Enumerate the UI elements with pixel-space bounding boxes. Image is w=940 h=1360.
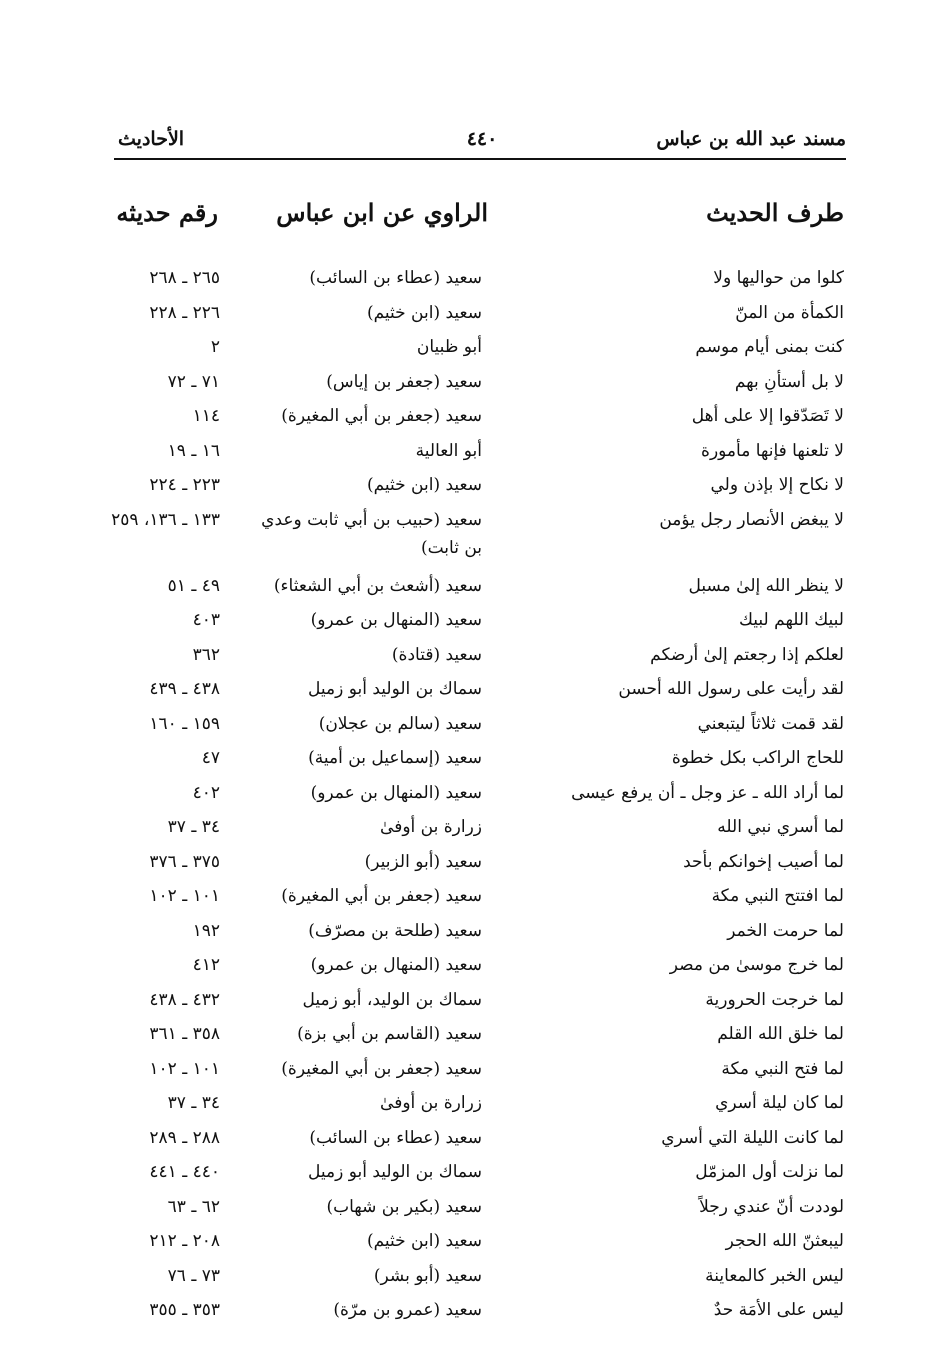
narrator-name: سعيد (أبو الزبير) (364, 851, 482, 872)
table-row (0, 1256, 940, 1291)
narrator-name: سماك بن الوليد، أبو زميل (302, 989, 482, 1010)
hadith-opening: لما كانت الليلة التي أسري (661, 1127, 844, 1148)
hadith-number: ٣٤ ـ ٣٧ (167, 817, 220, 837)
hadith-number: ١٠١ ـ ١٠٢ (149, 1058, 220, 1079)
narrator-name: سعيد (سالم بن عجلان) (318, 713, 482, 734)
hadith-number: ٦٢ ـ ٦٣ (167, 1196, 220, 1217)
hadith-opening: للحاج الراكب بكل خطوة (671, 748, 844, 768)
narrator-name: أبو العالية (415, 440, 482, 461)
hadith-number: ١٦ ـ ١٩ (167, 440, 220, 461)
table-row (0, 669, 940, 704)
hadith-opening: لما حرمت الخمر (727, 920, 844, 941)
running-head (118, 124, 846, 160)
hadith-opening: لما فتح النبي مكة (721, 1058, 844, 1079)
table-row (0, 258, 940, 293)
table-row (0, 911, 940, 946)
table-row (0, 807, 940, 842)
hadith-opening: الكمأة من المنّ (735, 302, 844, 323)
narrator-name: زرارة بن أوفىٰ (380, 817, 482, 837)
narrator-name: سعيد (عطاء بن السائب) (309, 1127, 482, 1148)
table-row (0, 842, 940, 877)
hadith-opening: لقد رأيت على رسول الله أحسن (618, 679, 844, 699)
hadith-number: ٢٢٣ ـ ٢٢٤ (149, 475, 220, 495)
hadith-opening: كنت بمنى أيام موسم (695, 337, 844, 357)
index-table (0, 258, 940, 1325)
hadith-number: ٢٨٨ ـ ٢٨٩ (149, 1127, 220, 1148)
table-row (0, 945, 940, 980)
column-header-number: رقم حديثه (116, 198, 218, 227)
narrator-name: سعيد (جعفر بن أبي المغيرة) (281, 1058, 482, 1079)
hadith-number: ٤٩ ـ ٥١ (167, 575, 220, 596)
hadith-opening: ليس الخبر كالمعاينة (705, 1265, 844, 1286)
hadith-number: ٤٧ (201, 748, 220, 768)
narrator-name: سعيد (جعفر بن أبي المغيرة) (281, 886, 482, 906)
hadith-opening: لا يبغض الأنصار رجل يؤمن (659, 509, 844, 530)
hadith-opening: لوددت أنّ عندي رجلاً (699, 1196, 844, 1217)
hadith-opening: لا نكاح إلا بإذن ولي (710, 475, 844, 495)
narrator-name: سعيد (ابن خثيم) (366, 475, 482, 495)
hadith-opening: كلوا من حواليها ولا (713, 268, 844, 288)
table-row (0, 1290, 940, 1325)
column-header-hadith: طرف الحديث (706, 198, 844, 227)
narrator-name: سعيد (أشعث بن أبي الشعثاء) (273, 575, 482, 596)
hadith-opening: لعلكم إذا رجعتم إلىٰ أرضكم (650, 644, 844, 665)
hadith-opening: لبيك اللهم لبيك (738, 610, 844, 630)
narrator-name: سعيد (جعفر بن أبي المغيرة) (281, 406, 482, 426)
table-row (0, 1187, 940, 1222)
hadith-opening: لما أسري نبي الله (717, 817, 844, 837)
hadith-number: ٢٢٦ ـ ٢٢٨ (149, 302, 220, 323)
hadith-number: ٤٣٢ ـ ٤٣٨ (149, 989, 220, 1010)
hadith-opening: ليس على الأمَة حدٌ (713, 1300, 844, 1320)
hadith-opening: لا بل أستأنِ بهم (734, 371, 844, 392)
table-row (0, 500, 940, 566)
hadith-number: ٣٥٣ ـ ٣٥٥ (149, 1300, 220, 1320)
hadith-number: ٤٠٣ (192, 610, 220, 630)
table-row (0, 1083, 940, 1118)
hadith-opening: لقد قمت ثلاثاً ليتبعني (697, 713, 844, 734)
narrator-name: سعيد (أبو بشر) (373, 1265, 482, 1286)
table-row (0, 396, 940, 431)
table-row (0, 738, 940, 773)
narrator-name: سعيد (قتادة) (391, 644, 482, 665)
narrator-name: سعيد (عطاء بن السائب) (309, 268, 482, 288)
hadith-opening: لما خلق الله القلم (717, 1024, 844, 1044)
hadith-number: ٤٠٢ (192, 782, 220, 803)
table-row (0, 465, 940, 500)
narrator-name: سعيد (ابن خثيم) (366, 302, 482, 323)
table-row (0, 980, 940, 1015)
hadith-number: ٤٤٠ ـ ٤٤١ (149, 1162, 220, 1182)
narrator-name: سماك بن الوليد أبو زميل (307, 1162, 482, 1182)
table-row (0, 1014, 940, 1049)
hadith-opening: لما خرجت الحرورية (705, 989, 844, 1010)
page-number: ٤٤٠ (466, 128, 498, 150)
hadith-opening: لما خرج موسىٰ من مصر (669, 955, 844, 975)
table-row (0, 1049, 940, 1084)
narrator-name: سعيد (طلحة بن مصرّف) (308, 920, 482, 941)
hadith-number: ٧١ ـ ٧٢ (167, 371, 220, 392)
table-row (0, 293, 940, 328)
narrator-name: سعيد (إسماعيل بن أمية) (308, 748, 482, 768)
table-row (0, 773, 940, 808)
table-row (0, 704, 940, 739)
narrator-name: سماك بن الوليد أبو زميل (307, 679, 482, 699)
hadith-number: ٣٧٥ ـ ٣٧٦ (149, 851, 220, 872)
table-row (0, 876, 940, 911)
hadith-number: ٢٠٨ ـ ٢١٢ (149, 1231, 220, 1251)
hadith-opening: لا ينظر الله إلىٰ مسبل (688, 575, 844, 596)
hadith-opening: لما افتتح النبي مكة (711, 886, 844, 906)
table-row (0, 635, 940, 670)
hadith-opening: لما أصيب إخوانكم بأحد (683, 851, 844, 872)
narrator-name: أبو ظبيان (416, 337, 482, 357)
table-row (0, 600, 940, 635)
table-row (0, 327, 940, 362)
narrator-name: زرارة بن أوفىٰ (380, 1093, 482, 1113)
hadith-opening: لا تَصَدّقوا إلا على أهل (691, 406, 844, 426)
hadith-number: ٤١٢ (192, 955, 220, 975)
hadith-number: ١١٤ (192, 406, 220, 426)
narrator-name: سعيد (المنهال بن عمرو) (310, 610, 482, 630)
narrator-name: سعيد (القاسم بن أبي بزة) (297, 1024, 482, 1044)
hadith-number: ٣٥٨ ـ ٣٦١ (149, 1024, 220, 1044)
header-divider (114, 158, 846, 160)
table-row (0, 1118, 940, 1153)
column-header-narrator: الراوي عن ابن عباس (276, 198, 488, 227)
table-row (0, 362, 940, 397)
narrator-name: سعيد (بكير بن شهاب) (326, 1196, 482, 1217)
hadith-number: ١٣٣ ـ ١٣٦، ٢٥٩ (111, 509, 220, 530)
hadith-opening: ليبعثنّ الله الحجر (725, 1231, 844, 1251)
hadith-opening: لا تلعنها فإنها مأمورة (701, 440, 844, 461)
table-row (0, 1221, 940, 1256)
narrator-name: سعيد (عمرو بن مرّة) (333, 1300, 482, 1320)
table-row (0, 1152, 940, 1187)
hadith-number: ٧٣ ـ ٧٦ (167, 1265, 220, 1286)
narrator-name: سعيد (حبيب بن أبي ثابت وعدي بن ثابت) (261, 509, 482, 558)
hadith-number: ٤٣٨ ـ ٤٣٩ (149, 679, 220, 699)
hadith-number: ٢٦٥ ـ ٢٦٨ (149, 268, 220, 288)
hadith-number: ٣٦٢ (192, 644, 220, 665)
hadith-opening: لما نزلت أول المزمّل (695, 1162, 844, 1182)
table-row (0, 566, 940, 601)
hadith-number: ٣٤ ـ ٣٧ (167, 1093, 220, 1113)
section-title: الأحاديث (118, 128, 185, 150)
narrator-name: سعيد (المنهال بن عمرو) (310, 782, 482, 803)
hadith-number: ١٩٢ (192, 920, 220, 941)
narrator-name: سعيد (جعفر بن إياس) (326, 371, 482, 392)
table-row (0, 431, 940, 466)
narrator-name: سعيد (ابن خثيم) (366, 1231, 482, 1251)
narrator-name: سعيد (المنهال بن عمرو) (310, 955, 482, 975)
hadith-opening: لما كان ليلة أسري (715, 1093, 844, 1113)
hadith-number: ١٠١ ـ ١٠٢ (149, 886, 220, 906)
hadith-number: ٢ (210, 337, 220, 357)
hadith-number: ١٥٩ ـ ١٦٠ (149, 713, 220, 734)
book-title: مسند عبد الله بن عباس (656, 128, 846, 150)
hadith-opening: لما أراد الله ـ عز وجل ـ أن يرفع عيسى (571, 782, 844, 803)
